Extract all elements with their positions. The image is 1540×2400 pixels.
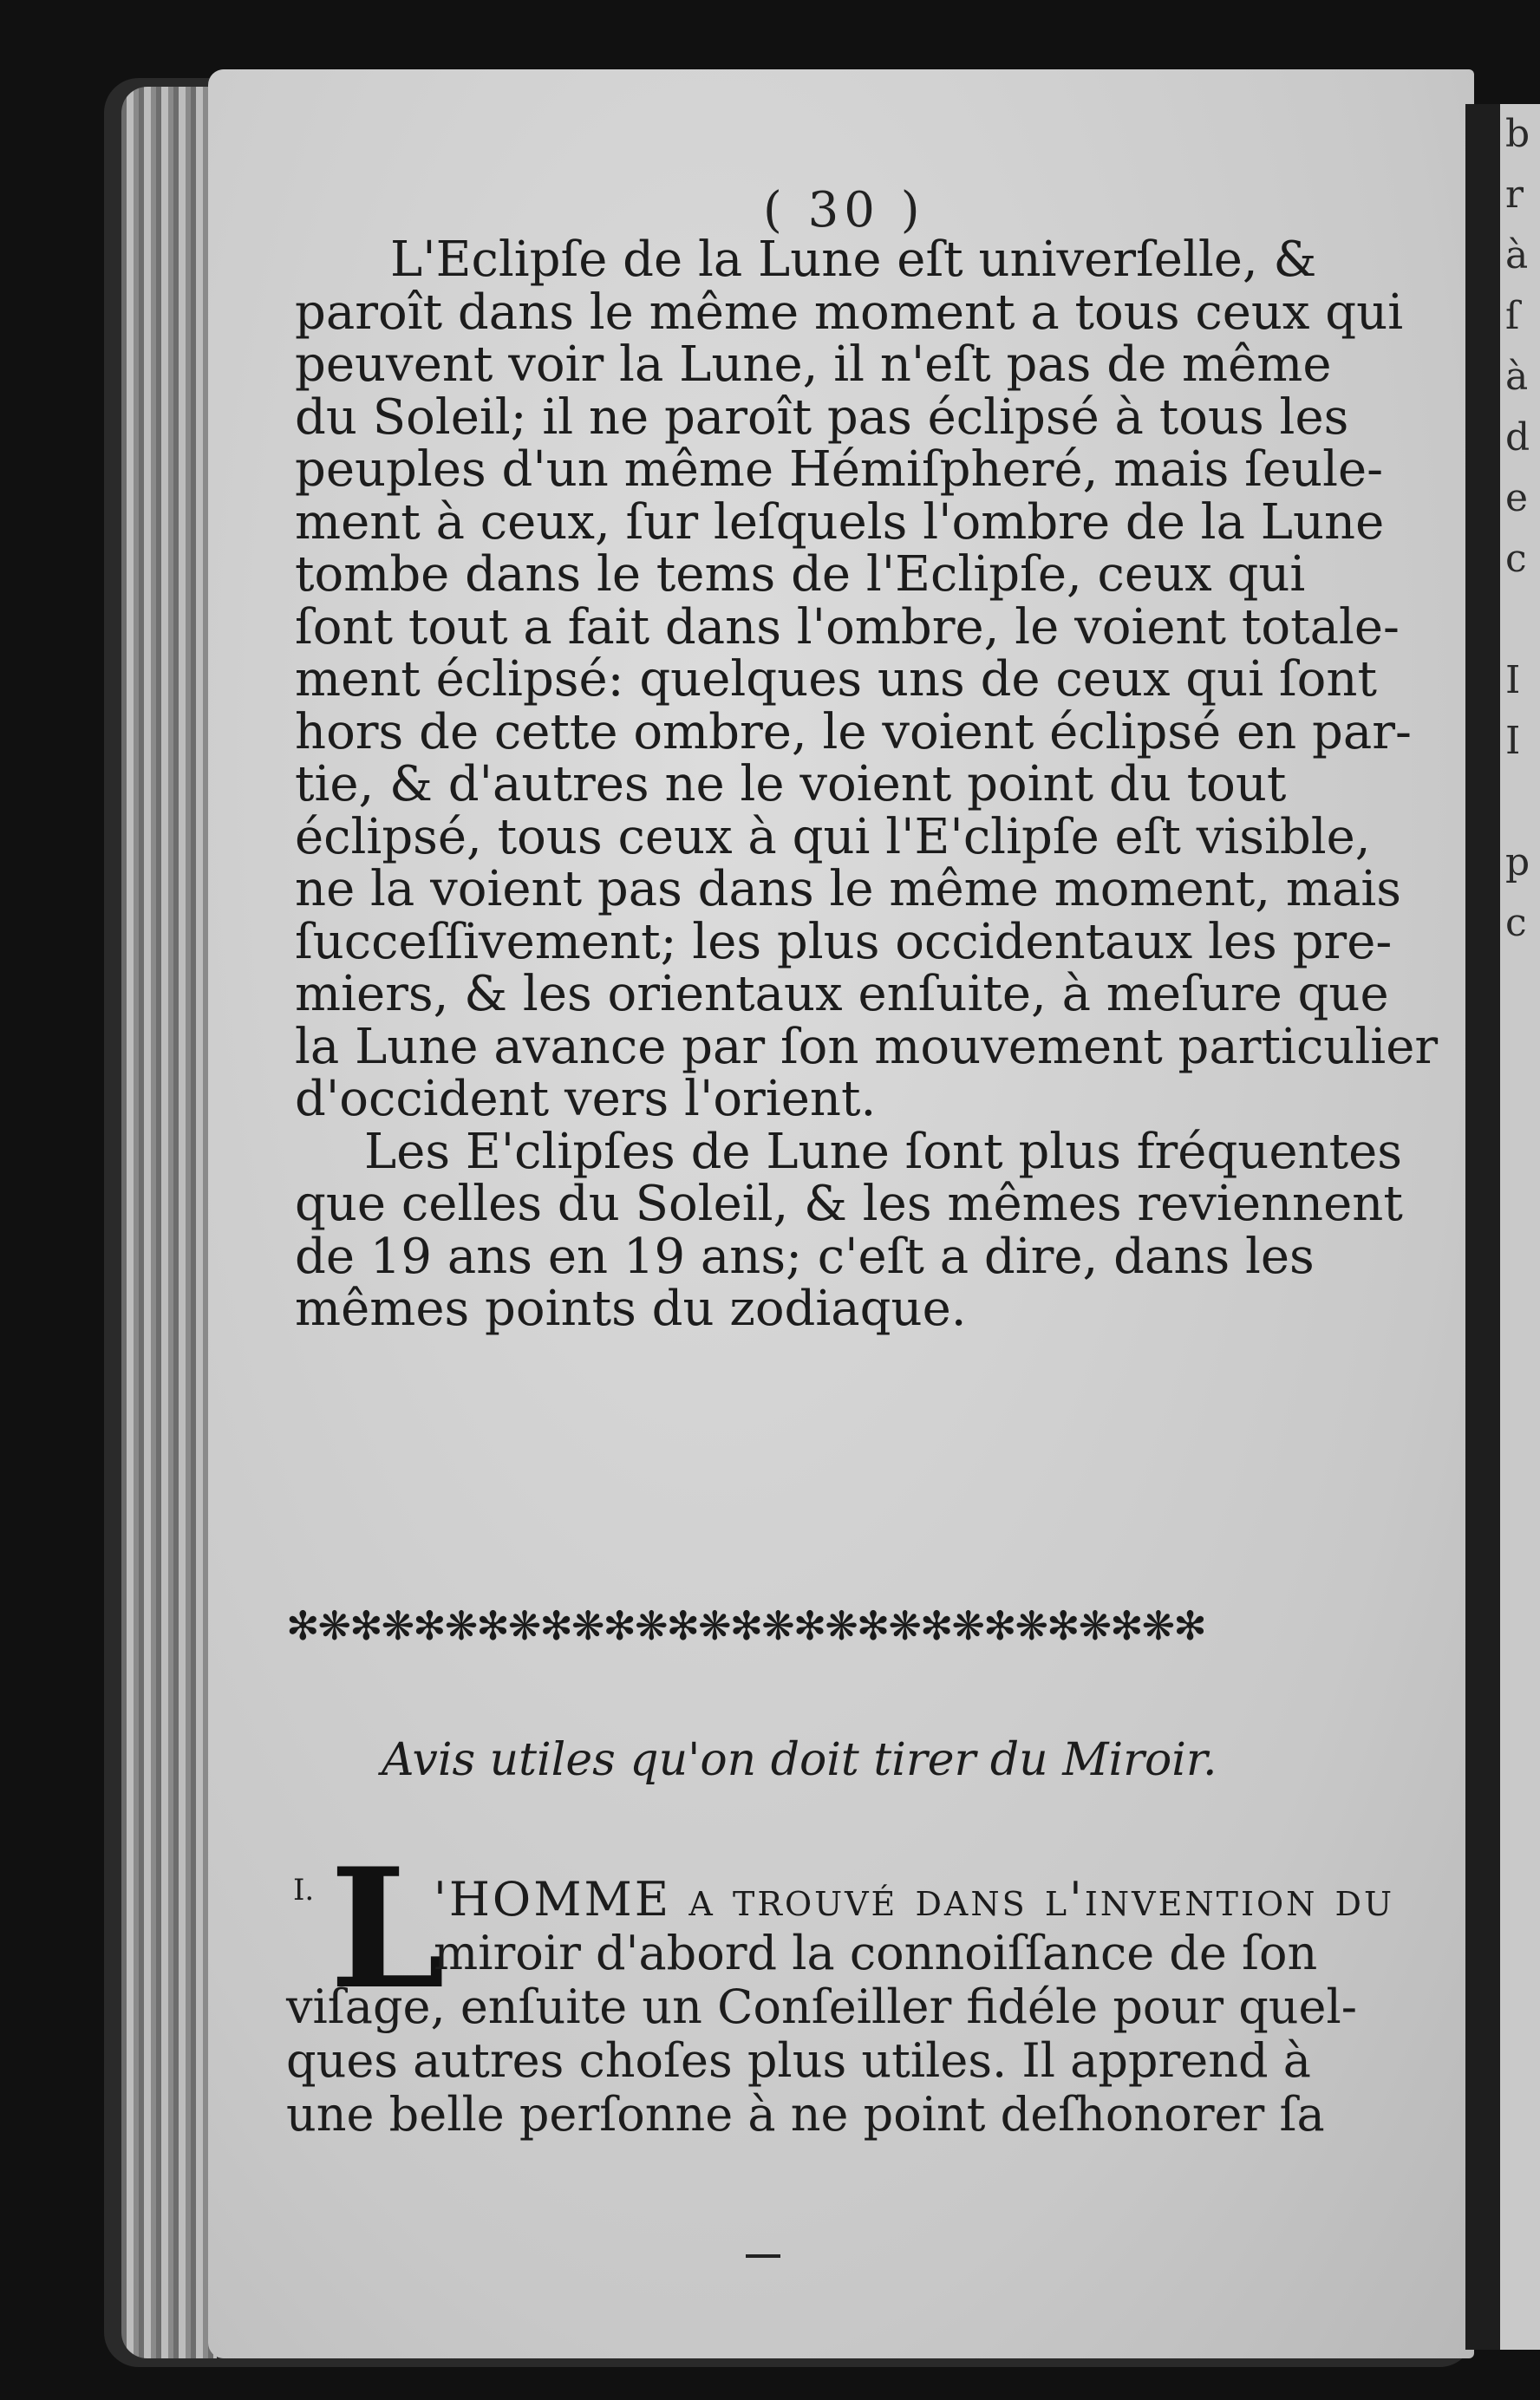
paragraph-eclipse-lune xyxy=(295,234,1439,1126)
section-title: Avis utiles qu'on doit tirer du Miroir. xyxy=(382,1734,1217,1786)
body-text xyxy=(295,234,1439,1336)
next-page-edge xyxy=(1500,104,1540,2350)
page-edges xyxy=(121,87,217,2358)
text-line: peuples d'un même Hémiſpheré, mais ſeule- xyxy=(295,441,1384,498)
page-number: ( 30 ) xyxy=(763,182,925,238)
text-line: Les E'clipſes de Lune ſont plus fréquentes xyxy=(364,1123,1402,1180)
catchword-mark xyxy=(746,2254,780,2258)
section-text-line: ques autres choſes plus utiles. Il apprend à xyxy=(286,2033,1311,2088)
text-line: tie, & d'autres ne le voient point du tout xyxy=(295,756,1287,812)
next-page-fragment xyxy=(1500,772,1540,832)
text-line: miers, & les orientaux enſuite, à meſure que xyxy=(295,966,1389,1022)
paragraph-eclipses-frequency xyxy=(295,1123,1439,1337)
section-body xyxy=(286,1873,1413,2142)
next-page-fragment: c xyxy=(1505,901,1527,945)
text-line: peuvent voir la Lune, il n'eſt pas de même xyxy=(295,336,1332,393)
text-line: ſucceſſivement; les plus occidentaux les pre- xyxy=(295,913,1393,970)
section-text-line: miroir d'abord la connoiſſance de ſon xyxy=(434,1926,1318,1980)
section-text-line: une belle perſonne à ne point deſhonorer ſa xyxy=(286,2087,1325,2142)
text-line: ne la voient pas dans le même moment, mais xyxy=(295,861,1401,917)
next-page-fragment: r xyxy=(1505,173,1524,217)
drop-cap: L xyxy=(330,1832,446,2025)
text-line: paroît dans le même moment a tous ceux qui xyxy=(295,284,1404,341)
next-page-fragment xyxy=(1500,590,1540,650)
book-gutter xyxy=(1465,104,1500,2350)
decorative-ornament-band: ✻❋✻❋✻❋✻❋✻❋✻❋✻❋✻❋✻❋✻❋✻❋✻❋✻❋✻❋✻ xyxy=(286,1602,1205,1649)
next-page-fragment: I xyxy=(1505,658,1521,702)
text-line: d'occident vers l'orient. xyxy=(295,1071,877,1127)
next-page-fragment: ſ xyxy=(1505,294,1520,338)
section-text-line: 'HOMME a trouvé dans l'invention du xyxy=(434,1872,1395,1927)
section-number: I. xyxy=(293,1873,315,1908)
text-line: éclipsé, tous ceux à qui l'E'clipſe eſt visible, xyxy=(295,808,1371,865)
text-line: ment à ceux, ſur leſquels l'ombre de la Lune xyxy=(295,493,1385,551)
next-page-fragment: à xyxy=(1505,355,1529,399)
text-line: tombe dans le tems de l'Eclipſe, ceux qui xyxy=(295,546,1306,603)
next-page-fragment: I xyxy=(1505,719,1521,763)
next-page-fragment: p xyxy=(1505,840,1530,884)
next-page-fragment: b xyxy=(1505,112,1530,156)
text-line: de 19 ans en 19 ans; c'eſt a dire, dans les xyxy=(295,1228,1315,1285)
text-line: la Lune avance par ſon mouvement particulier xyxy=(295,1018,1439,1075)
text-line: ment éclipsé: quelques uns de ceux qui ſont xyxy=(295,651,1377,708)
text-line: mêmes points du zodiaque. xyxy=(295,1281,967,1337)
next-page-fragment: d xyxy=(1505,415,1530,460)
next-page-fragment: à xyxy=(1505,233,1529,277)
text-line: L'Eclipſe de la Lune eſt univerſelle, & xyxy=(390,232,1317,288)
text-line: hors de cette ombre, le voient éclipsé en par- xyxy=(295,703,1412,760)
next-page-fragment: e xyxy=(1505,476,1529,520)
section-text-line: viſage, enſuite un Conſeiller fidéle pour quel- xyxy=(286,1979,1358,2034)
text-line: ſont tout a fait dans l'ombre, le voient totale- xyxy=(295,598,1400,655)
text-line: que celles du Soleil, & les mêmes reviennent xyxy=(295,1176,1403,1232)
next-page-fragment: c xyxy=(1505,537,1527,581)
text-line: du Soleil; il ne paroît pas éclipsé à tous les xyxy=(295,388,1349,446)
